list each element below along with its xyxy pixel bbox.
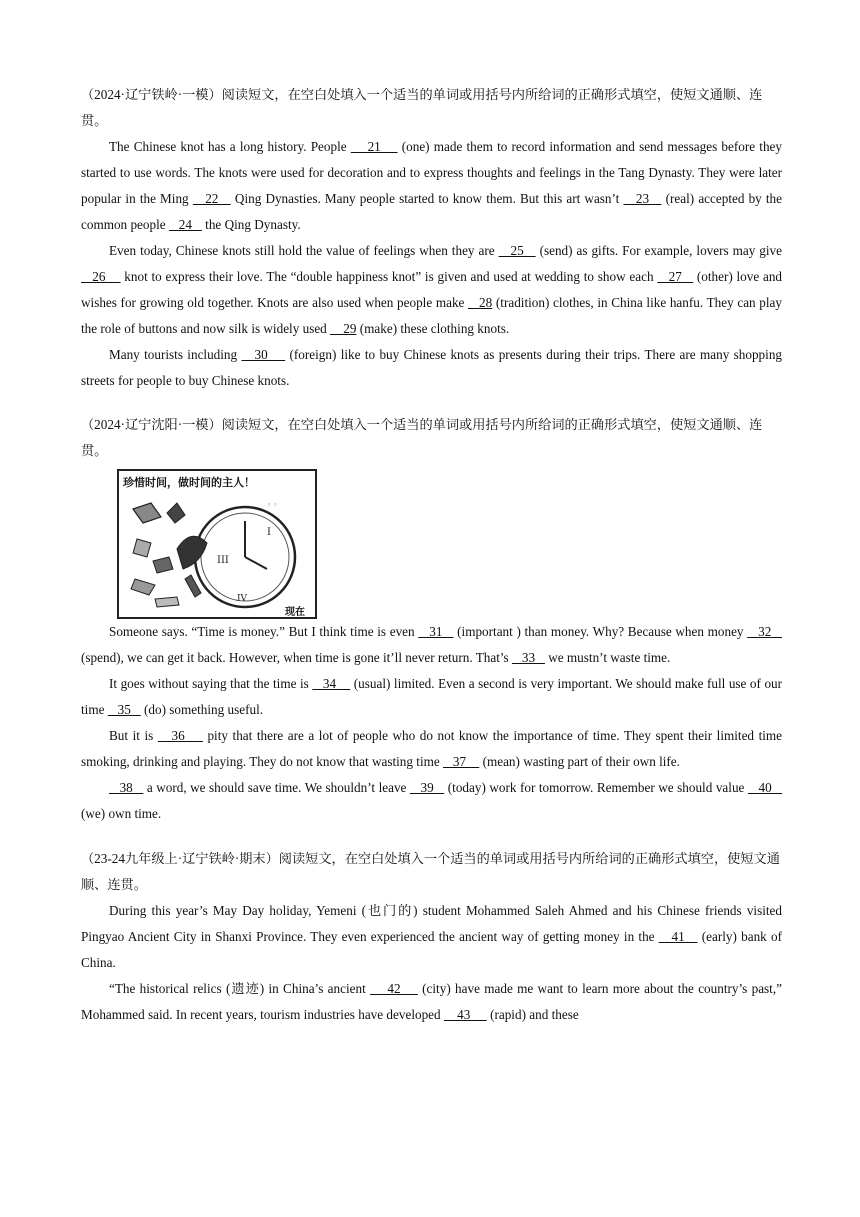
passage-text: (usual) limited. Even a second is very important. We should make full use of our time	[81, 676, 783, 717]
paragraph	[81, 619, 782, 671]
answer-blank: 43	[443, 1007, 487, 1022]
passage-text: (foreign) like to buy Chinese knots as presents during their trips. There are many shopping streets for people to buy Chinese knots.	[81, 347, 783, 388]
passage-text: (today) work for tomorrow. Remember we should value	[444, 780, 748, 795]
passage-text: The Chinese knot has a long history. People	[109, 139, 351, 154]
paragraph	[81, 342, 782, 394]
passage-text: pity that there are a lot of people who do not know the importance of time. They spent their limited time smoking, drinking and playing. They do not know that wasting time	[81, 728, 783, 769]
section-instruction: （2024·辽宁铁岭·一模）阅读短文，在空白处填入一个适当的单词或用括号内所给词的正确形式填空，使短文通顺、连贯。	[81, 87, 763, 128]
answer-blank: 37	[443, 754, 480, 769]
svg-text:◦ ◦: ◦ ◦	[267, 501, 278, 509]
answer-blank: 32	[747, 624, 782, 639]
passage-text: But it is	[109, 728, 158, 743]
passage-text: Even today, Chinese knots still hold the value of feelings when they are	[109, 243, 499, 258]
answer-blank: 36	[157, 728, 203, 743]
answer-blank: 33	[511, 650, 545, 665]
answer-blank: 42	[370, 981, 418, 996]
passage-text: During this year’s May Day holiday, Yemeni (也门的) student Mohammed Saleh Ahmed and his Chinese friends visited Pingyao Ancient City in Shanxi Province. They even experienced the ancient way of getting money in the	[81, 903, 782, 944]
passage-text: (city) have made me want to learn more about the country’s past,” Mohammed said. In recent years, tourism industries have developed	[81, 981, 782, 1022]
passage-text: (make) these clothing knots.	[356, 321, 510, 336]
paragraph	[81, 723, 782, 775]
paragraph	[81, 976, 782, 1028]
passage-text: “The historical relics (遗迹) in China’s ancient	[109, 981, 371, 996]
passage-section-1	[81, 82, 782, 394]
passage-section-2	[81, 412, 782, 827]
passage-text: Qing Dynasties. Many people started to know them. But this art wasn’t	[230, 191, 624, 206]
answer-blank: 40	[747, 780, 783, 795]
figure-caption: 珍惜时间，做时间的主人！	[123, 476, 255, 489]
passage-text: (send) as gifts. For example, lovers may give	[535, 243, 782, 258]
passage-text: (important ) than money. Why? Because when money	[453, 624, 748, 639]
answer-blank: 29	[330, 321, 357, 336]
passage-section-3	[81, 846, 782, 1028]
answer-blank: 41	[658, 929, 698, 944]
passage-text: Many tourists including	[109, 347, 242, 362]
passage-text: Someone says. “Time is money.” But I think time is even	[109, 624, 419, 639]
passage-text: (real) accepted by the common people	[81, 191, 783, 232]
passage-text: (mean) wasting part of their own life.	[479, 754, 680, 769]
passage-text: a word, we should save time. We shouldn’t leave	[143, 780, 410, 795]
passage-text: (other) love and wishes for growing old together. Knots are also used when people make	[81, 269, 783, 310]
answer-blank: 26	[81, 269, 121, 284]
answer-blank: 22	[192, 191, 231, 206]
passage-text: (early) bank of China.	[81, 929, 782, 970]
passage-text: (one) made them to record information and send messages before they started to use words. The knots were used for decoration and to express thoughts and feelings in the Tang Dynasty. They were later popular in the Ming	[81, 139, 783, 206]
passage-text: knot to express their love. The “double happiness knot” is given and used at wedding to show each	[120, 269, 658, 284]
answer-blank: 31	[418, 624, 454, 639]
passage-text: (tradition) clothes, in China like hanfu. They can play the role of buttons and now silk is widely used	[81, 295, 782, 336]
passage-text: the Qing Dynasty.	[201, 217, 301, 232]
figure-corner-text: 现在	[285, 607, 305, 618]
document-page	[81, 82, 782, 1028]
paragraph	[81, 898, 782, 976]
answer-blank: 38	[109, 780, 144, 795]
passage-text: (spend), we can get it back. However, when time is gone it’ll never return. That’s	[81, 650, 512, 665]
paragraph	[81, 134, 782, 238]
svg-text:I: I	[267, 527, 271, 538]
section-instruction: （2024·辽宁沈阳·一模）阅读短文，在空白处填入一个适当的单词或用括号内所给词的正确形式填空，使短文通顺、连贯。	[81, 417, 763, 458]
answer-blank: 23	[623, 191, 662, 206]
passage-text: (rapid) and these	[486, 1007, 579, 1022]
answer-blank: 35	[107, 702, 141, 717]
answer-blank: 30	[241, 347, 286, 362]
passage-text: (do) something useful.	[140, 702, 264, 717]
answer-blank: 34	[312, 676, 351, 691]
answer-blank: 24	[168, 217, 202, 232]
paragraph	[81, 238, 782, 342]
paragraph	[81, 775, 782, 827]
clock-cartoon-illustration	[117, 469, 317, 619]
svg-text:III: III	[217, 555, 229, 566]
section-instruction: （23-24九年级上·辽宁铁岭·期末）阅读短文，在空白处填入一个适当的单词或用括号内所给词的正确形式填空，使短文通顺、连贯。	[81, 851, 780, 892]
passage-text: (we) own time.	[81, 806, 162, 821]
passage-text: It goes without saying that the time is	[109, 676, 313, 691]
paragraph	[81, 671, 782, 723]
answer-blank: 25	[498, 243, 536, 258]
answer-blank: 27	[657, 269, 694, 284]
answer-blank: 21	[350, 139, 398, 154]
answer-blank: 39	[409, 780, 445, 795]
answer-blank: 28	[468, 295, 493, 310]
svg-text:IV: IV	[237, 594, 248, 604]
passage-text: we mustn’t waste time.	[544, 650, 671, 665]
